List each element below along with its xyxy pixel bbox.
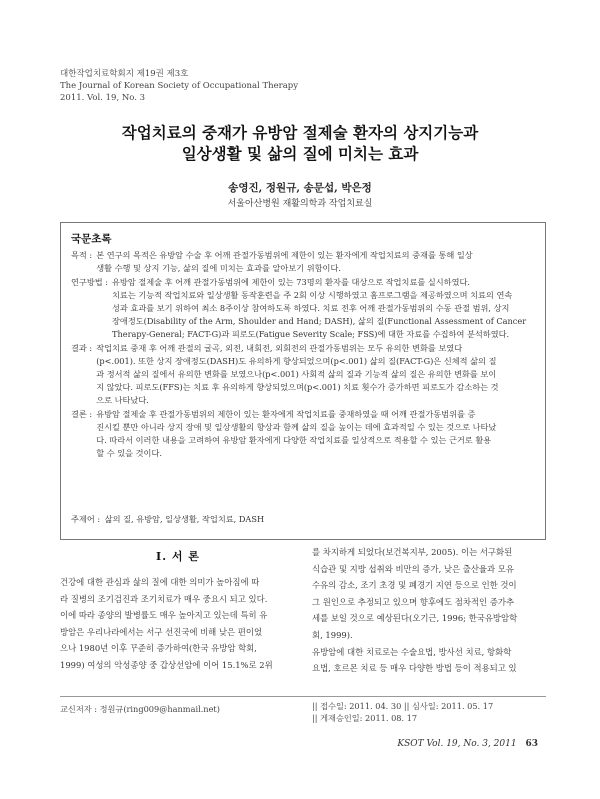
abstract-line: 지 않았다. 피로도(FFS)는 치료 후 유의하게 향상되었으며(p<.001) 치료 횟수가 증가하면 피로도가 감소하는 것: [96, 382, 499, 393]
abstract-line: 치료는 기능적 작업치료와 일상생활 동작훈련을 주 2회 이상 시행하였고 홈프로그램을 제공하였으며 치료의 연속: [112, 289, 513, 300]
abstract-line: 본 연구의 목적은 유방암 수술 후 어깨 관절가동범위에 제한이 있는 환자에게 작업치료의 중재를 통해 일상: [96, 250, 473, 261]
journal-header: [60, 68, 298, 104]
body-text-line: 1999) 여성의 악성종양 중 갑상선암에 이어 15.1%로 2위: [60, 659, 273, 670]
journal-name-english: The Journal of Korean Society of Occupational Therapy: [60, 81, 299, 91]
body-text-line: 요법, 호르몬 치료 등 매우 다양한 방법 등이 적용되고 있: [312, 663, 517, 674]
body-text-line: 으나 1980년 이후 꾸준히 증가하여(한국 유방암 학회,: [60, 643, 257, 654]
submission-dates: [312, 700, 493, 724]
abstract-line: (p<.001). 또한 상지 장애정도(DASH)도 유의하게 향상되었으며(p<.001) 삶의 질(FACT-G)은 신체적 삶의 질: [96, 355, 497, 366]
abstract-section-label: 연구방법 :: [71, 276, 108, 287]
body-column-left: [60, 574, 296, 674]
body-text-line: 건강에 대한 관심과 삶의 질에 대한 의미가 높아짐에 따: [60, 577, 260, 587]
abstract-section-text: [96, 408, 537, 461]
authors: 송영진, 정원규, 송문섭, 박은정: [228, 182, 372, 194]
body-text-line: 세를 보일 것으로 예상된다(오기근, 1996; 한국유방암학: [312, 613, 518, 624]
body-text-line: 수유의 감소, 조기 초경 및 폐경기 지연 등으로 인한 것이: [312, 580, 517, 591]
abstract-section-text: [96, 342, 537, 408]
received-reviewed-dates: || 접수일: 2011. 04. 30 || 심사일: 2011. 05. 17: [312, 701, 494, 711]
abstract-line: Therapy-General; FACT-G)과 피로도(Fatigue Severity Scale; FSS)에 대한 자료를 수집하여 분석하였다.: [112, 329, 510, 340]
abstract-box: [60, 222, 546, 540]
abstract-line: 할 수 있을 것이다.: [96, 448, 162, 459]
section-heading-introduction: Ⅰ. 서 론: [156, 550, 200, 563]
abstract-section: [71, 249, 537, 275]
accepted-date: || 게재승인일: 2011. 08. 17: [312, 713, 418, 723]
abstract-section-text: [96, 249, 537, 275]
abstract-section-label: 결론 :: [71, 408, 93, 419]
abstract-line: 작업치료 중재 후 어깨 관절의 굴곡, 외전, 내회전, 외회전의 관절가동범위는 모두 유의한 변화를 보였다: [96, 342, 463, 353]
abstract-line: 유방암 절제술 후 어깨 관절가동범위에 제한이 있는 73명의 환자를 대상으로 작업치료를 실시하였다.: [112, 276, 471, 287]
abstract-section: [71, 276, 537, 342]
keywords: [71, 513, 266, 526]
body-text-line: 유방암에 대한 치료로는 수술요법, 방사선 치료, 항화학: [312, 646, 512, 657]
body-text-line: 회, 1999).: [312, 629, 353, 640]
keywords-label: 주제어 :: [71, 514, 101, 524]
abstract-section: [71, 342, 537, 408]
footer-divider: [60, 696, 546, 697]
affiliation: 서울아산병원 재활의학과 작업치료실: [227, 199, 373, 209]
abstract-line: 진시킬 뿐만 아니라 상지 장애 및 일상생활의 향상과 함께 삶의 질을 높이는 데에 효과적일 수 있는 것으로 나타났: [96, 421, 497, 432]
abstract-line: 유방암 절제술 후 관절가동범위의 제한이 있는 환자에게 작업치료를 중재하였을 때 어깨 관절가동범위를 증: [96, 408, 476, 419]
body-text-line: 를 차지하게 되었다(보건복지부, 2005). 이는 서구화된: [312, 547, 513, 557]
journal-name-korean: 대한작업치료학회지 제19권 제3호: [60, 69, 189, 79]
page-footer: [397, 739, 538, 749]
paper-title-line-1: 작업치료의 중재가 유방암 절제술 환자의 상지기능과: [121, 123, 479, 142]
abstract-line: 과 정서적 삶의 질에서 유의한 변화를 보였으나(p<.001) 사회적 삶의 질과 기능적 삶의 질은 유의한 변화를 보이: [96, 369, 497, 380]
abstract-section-text: [112, 276, 537, 342]
abstract-line: 성과 효과를 보기 위하여 최소 8주이상 참여하도록 하였다. 치료 전후 어깨 관절가동범위의 수동 관절 범위, 상지: [112, 303, 510, 314]
abstract-section-label: 목적 :: [71, 250, 93, 261]
abstract-sections: [71, 249, 537, 460]
abstract-section-label: 결과 :: [71, 342, 93, 353]
journal-volume: 2011. Vol. 19, No. 3: [60, 93, 146, 103]
abstract-line: 으로 나타났다.: [96, 395, 149, 406]
abstract-line: 장애정도(Disability of the Arm, Shoulder and Hand; DASH), 삶의 질(Functional Assessment of Cancer: [112, 316, 527, 327]
abstract-line: 생활 수행 및 상지 기능, 삶의 질에 미치는 효과를 알아보기 위함이다.: [96, 263, 341, 274]
body-text-line: 라 질병의 조기검진과 조기치료가 매우 중요시 되고 있다.: [60, 593, 268, 604]
body-text-line: 그 원인으로 추정되고 있으며 향후에도 점차적인 증가추: [312, 596, 515, 607]
journal-reference: KSOT Vol. 19, No. 3, 2011: [397, 739, 517, 749]
abstract-line: 다. 따라서 이러한 내용을 고려하여 유방암 환자에게 다양한 작업치료를 일상적으로 적용할 수 있는 근거로 활용: [96, 435, 492, 446]
paper-title-line-2: 일상생활 및 삶의 질에 미치는 효과: [181, 144, 419, 163]
body-text-line: 이에 따라 종양의 발병률도 매우 높아지고 있는데 특히 유: [60, 610, 268, 621]
page-number: 63: [525, 739, 538, 749]
body-text-line: 방암은 우리나라에서는 서구 선진국에 비해 낮은 편이었: [60, 626, 263, 637]
abstract-heading: 국문초록: [71, 233, 112, 245]
abstract-section: [71, 408, 537, 461]
keywords-text: 삶의 질, 유방암, 일상생활, 작업치료, DASH: [104, 514, 265, 524]
body-text-line: 식습관 및 지방 섭취와 비만의 증가, 낮은 출산율과 모유: [312, 563, 514, 574]
corresponding-author: 교신저자 : 정원규(ring009@hanmail.net): [60, 704, 220, 714]
body-column-right: [312, 544, 548, 677]
paper-title: [0, 122, 600, 164]
